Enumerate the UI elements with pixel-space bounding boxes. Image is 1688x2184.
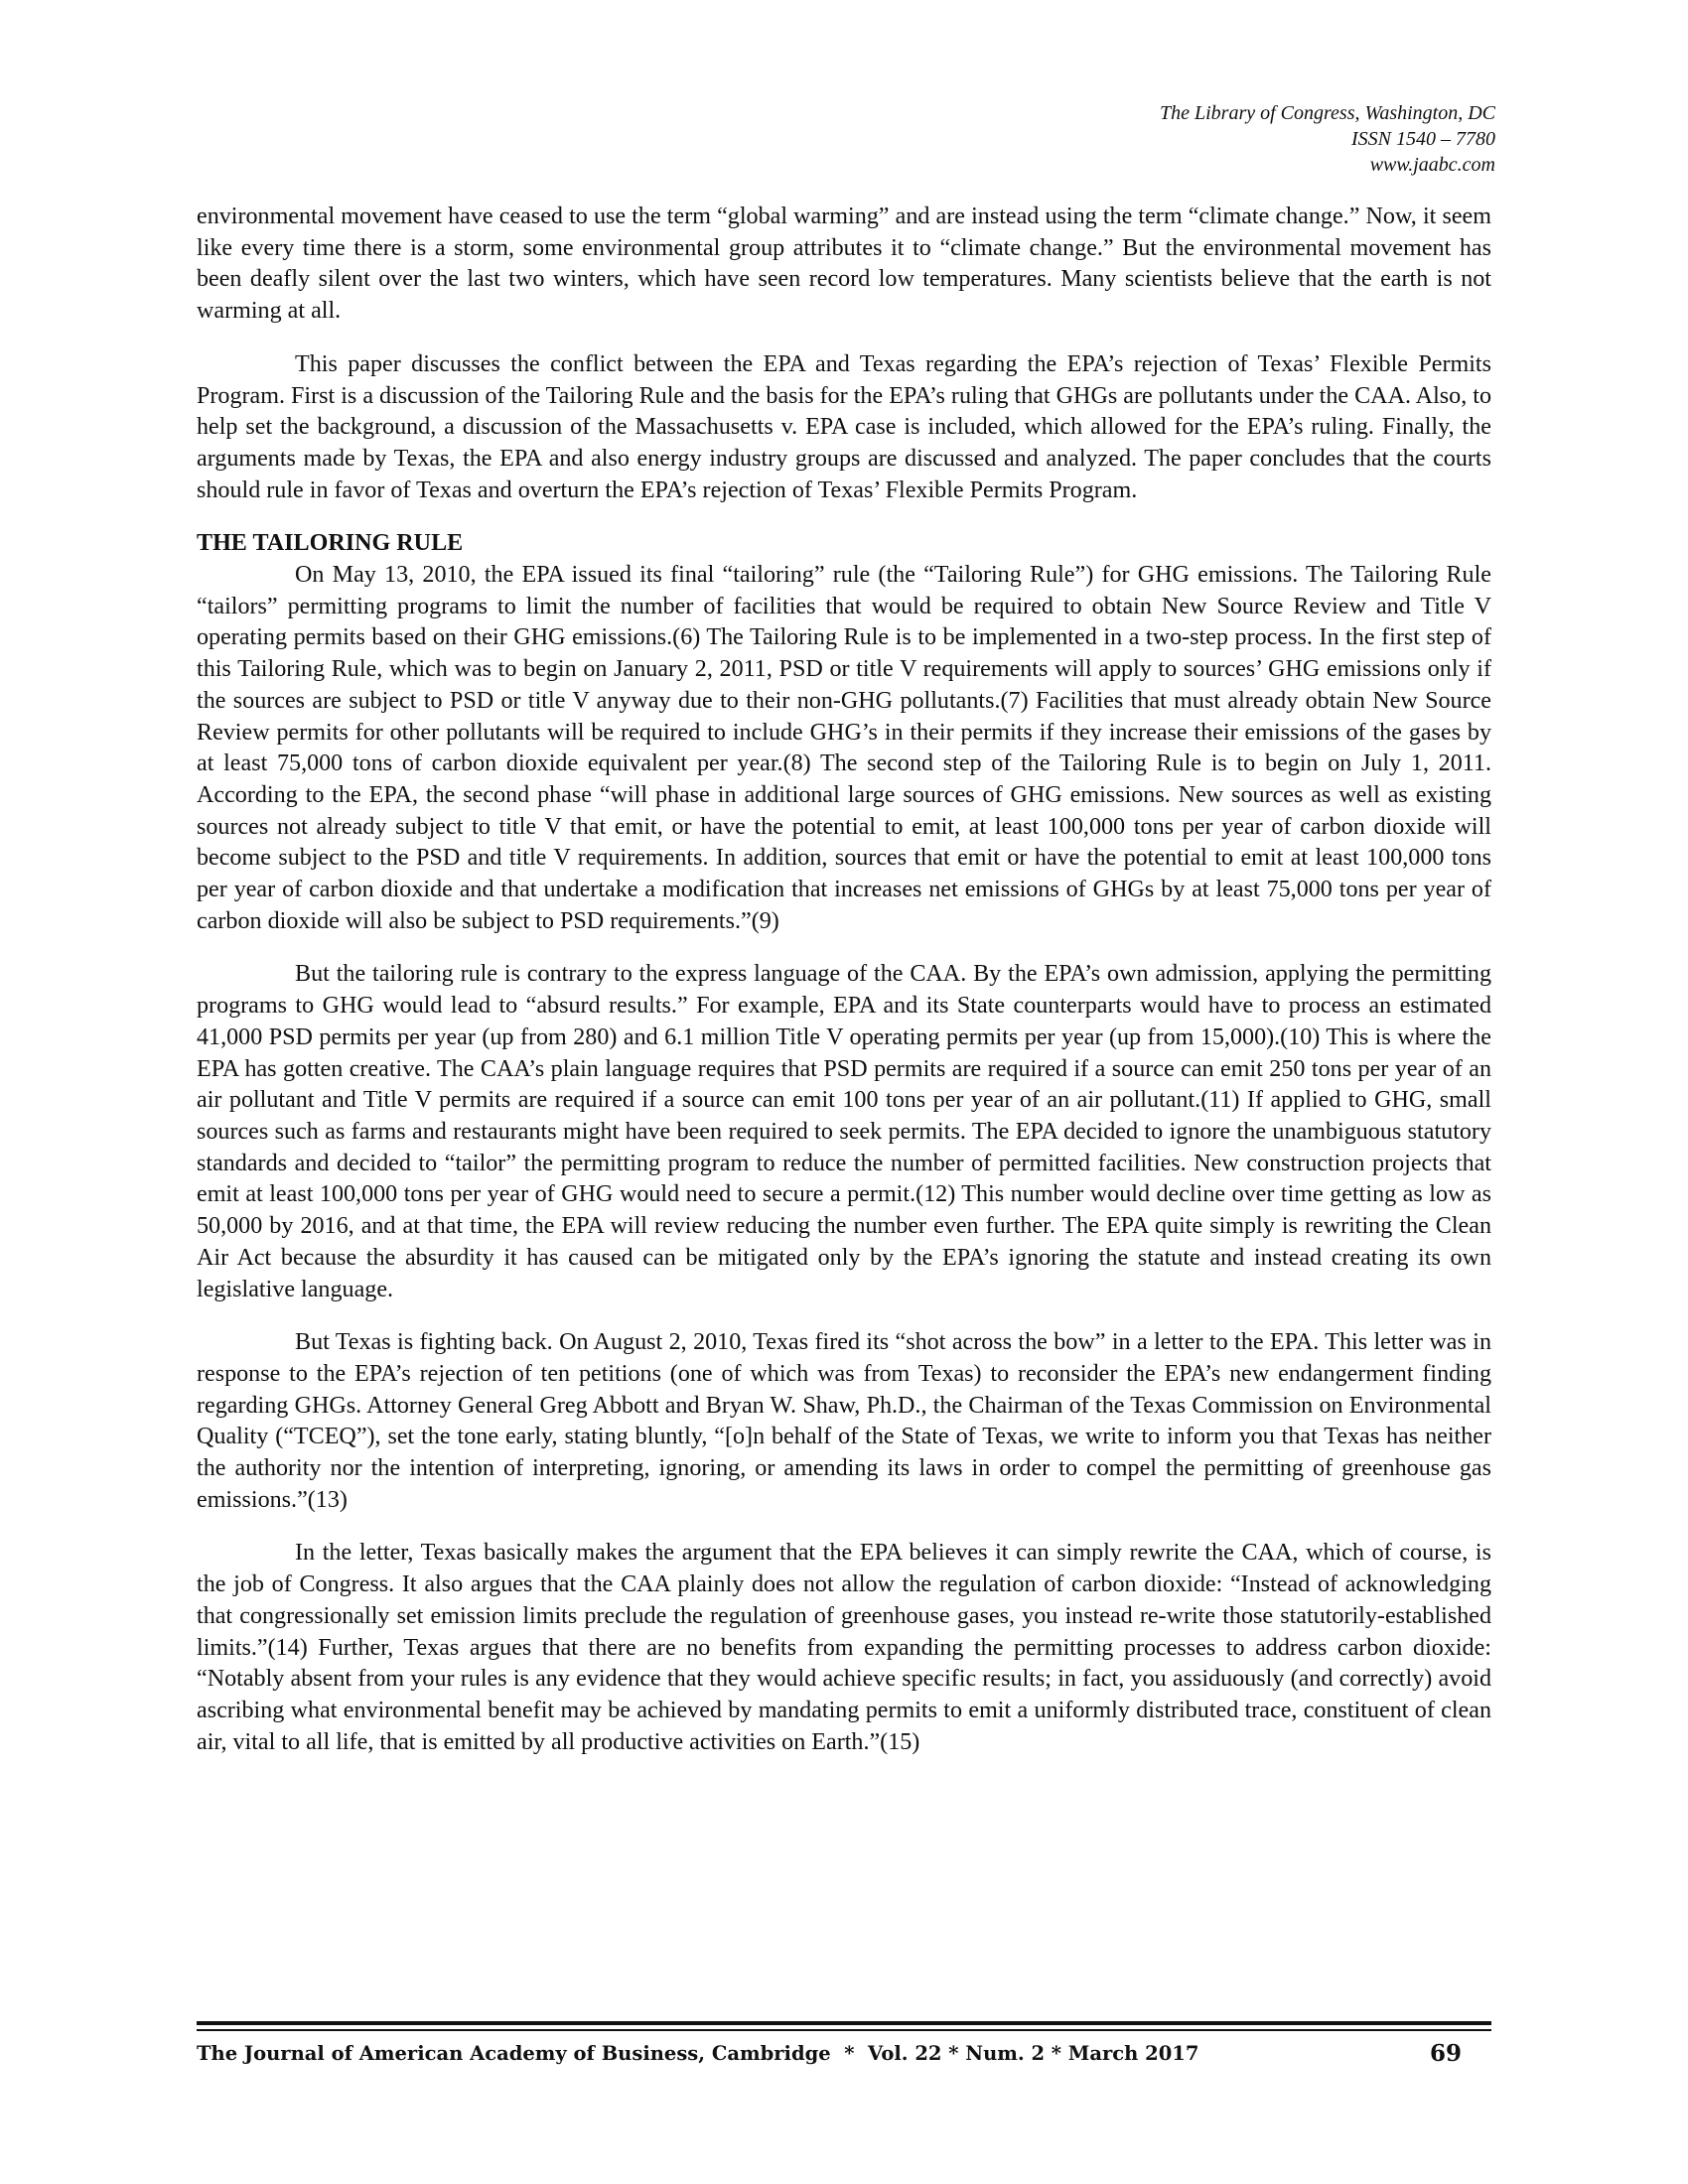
- paragraph-contrary: But the tailoring rule is contrary to the express language of the CAA. By the EPA’s own admission, applying the permitting programs to GHG would lead to “absurd results.” For example, EPA and its State counterparts would have to process an estimated 41,000 PSD permits per year (up from 280) and 6.1 million Title V operating permits per year (up from 15,000).(10) This is where the EPA has gotten creative. The CAA’s plain language requires that PSD permits are required if a source can emit 250 tons per year of an air pollutant and Title V permits are required if a source can emit 100 tons per year of an air pollutant.(11) If applied to GHG, small sources such as farms and restaurants might have been required to seek permits. The EPA decided to ignore the unambiguous statutory standards and decided to “tailor” the permitting program to reduce the number of permitted facilities. New construction projects that emit at least 100,000 tons per year of GHG would need to secure a permit.(12) This number would decline over time getting as low as 50,000 by 2016, and at that time, the EPA will review reducing the number even further. The EPA quite simply is rewriting the Clean Air Act because the absurdity it has caused can be mitigated only by the EPA’s ignoring the statute and instead creating its own legislative language.: [197, 961, 1491, 1302]
- article-body: [197, 202, 1491, 1758]
- page-number: 69: [1429, 2040, 1462, 2067]
- header-library: The Library of Congress, Washington, DC: [1159, 102, 1495, 124]
- footer-journal-citation: The Journal of American Academy of Business, Cambridge * Vol. 22 * Num. 2 * March 2017: [197, 2042, 1199, 2065]
- footer-rule-thick: [197, 2021, 1491, 2025]
- running-header: [979, 100, 1495, 178]
- header-issn: ISSN 1540 – 7780: [1351, 128, 1495, 150]
- header-website: www.jaabc.com: [1369, 154, 1495, 176]
- paragraph-texas-fighting: But Texas is fighting back. On August 2, 2010, Texas fired its “shot across the bow” in a letter to the EPA. This letter was in response to the EPA’s rejection of ten petitions (one of which was from Texas) to reconsider the EPA’s new endangerment finding regarding GHGs. Attorney General Greg Abbott and Bryan W. Shaw, Ph.D., the Chairman of the Texas Commission on Environmental Quality (“TCEQ”), set the tone early, stating bluntly, “[o]n behalf of the State of Texas, we write to inform you that Texas has neither the authority nor the intention of interpreting, ignoring, or amending its laws in order to compel the permitting of greenhouse gas emissions.”(13): [197, 1329, 1491, 1513]
- paragraph-overview: This paper discusses the conflict between the EPA and Texas regarding the EPA’s rejection of Texas’ Flexible Permits Program. First is a discussion of the Tailoring Rule and the basis for the EPA’s ruling that GHGs are pollutants under the CAA. Also, to help set the background, a discussion of the Massachusetts v. EPA case is included, which allowed for the EPA’s ruling. Finally, the arguments made by Texas, the EPA and also energy industry groups are discussed and analyzed. The paper concludes that the courts should rule in favor of Texas and overturn the EPA’s rejection of Texas’ Flexible Permits Program.: [197, 350, 1491, 503]
- section-heading: THE TAILORING RULE: [197, 530, 464, 557]
- page-footer: [197, 2034, 1491, 2074]
- footer-rule-thin: [197, 2029, 1491, 2031]
- paragraph-continued: environmental movement have ceased to use the term “global warming” and are instead using the term “climate change.” Now, it seem like every time there is a storm, some environmental group attributes it to “climate change.” But the environmental movement has been deafly silent over the last two winters, which have seen record low temperatures. Many scientists believe that the earth is not warming at all.: [197, 204, 1491, 325]
- paragraph-tailoring-rule: On May 13, 2010, the EPA issued its final “tailoring” rule (the “Tailoring Rule”) for GHG emissions. The Tailoring Rule “tailors” permitting programs to limit the number of facilities that would be required to obtain New Source Review and Title V operating permits based on their GHG emissions.(6) The Tailoring Rule is to be implemented in a two-step process. In the first step of this Tailoring Rule, which was to begin on January 2, 2011, PSD or title V requirements will apply to sources’ GHG emissions only if the sources are subject to PSD or title V anyway due to their non-GHG pollutants.(7) Facilities that must already obtain New Source Review permits for other pollutants will be required to include GHG’s in their permits if they increase their emissions of the gases by at least 75,000 tons of carbon dioxide equivalent per year.(8) The second step of the Tailoring Rule is to begin on July 1, 2011. According to the EPA, the second phase “will phase in additional large sources of GHG emissions. New sources as well as existing sources not already subject to title V that emit, or have the potential to emit, at least 100,000 tons per year of carbon dioxide will become subject to the PSD and title V requirements. In addition, sources that emit or have the potential to emit at least 100,000 tons per year of carbon dioxide and that undertake a modification that increases net emissions of GHGs by at least 75,000 tons per year of carbon dioxide will also be subject to PSD requirements.”(9): [197, 562, 1491, 934]
- paragraph-letter: In the letter, Texas basically makes the argument that the EPA believes it can simply rewrite the CAA, which of course, is the job of Congress. It also argues that the CAA plainly does not allow the regulation of carbon dioxide: “Instead of acknowledging that congressionally set emission limits preclude the regulation of greenhouse gases, you instead re-write those statutorily-established limits.”(14) Further, Texas argues that there are no benefits from expanding the permitting processes to address carbon dioxide: “Notably absent from your rules is any evidence that they would achieve specific results; in fact, you assiduously (and correctly) avoid ascribing what environmental benefit may be achieved by mandating permits to emit a uniformly distributed trace, constituent of clean air, vital to all life, that is emitted by all productive activities on Earth.”(15): [197, 1540, 1491, 1755]
